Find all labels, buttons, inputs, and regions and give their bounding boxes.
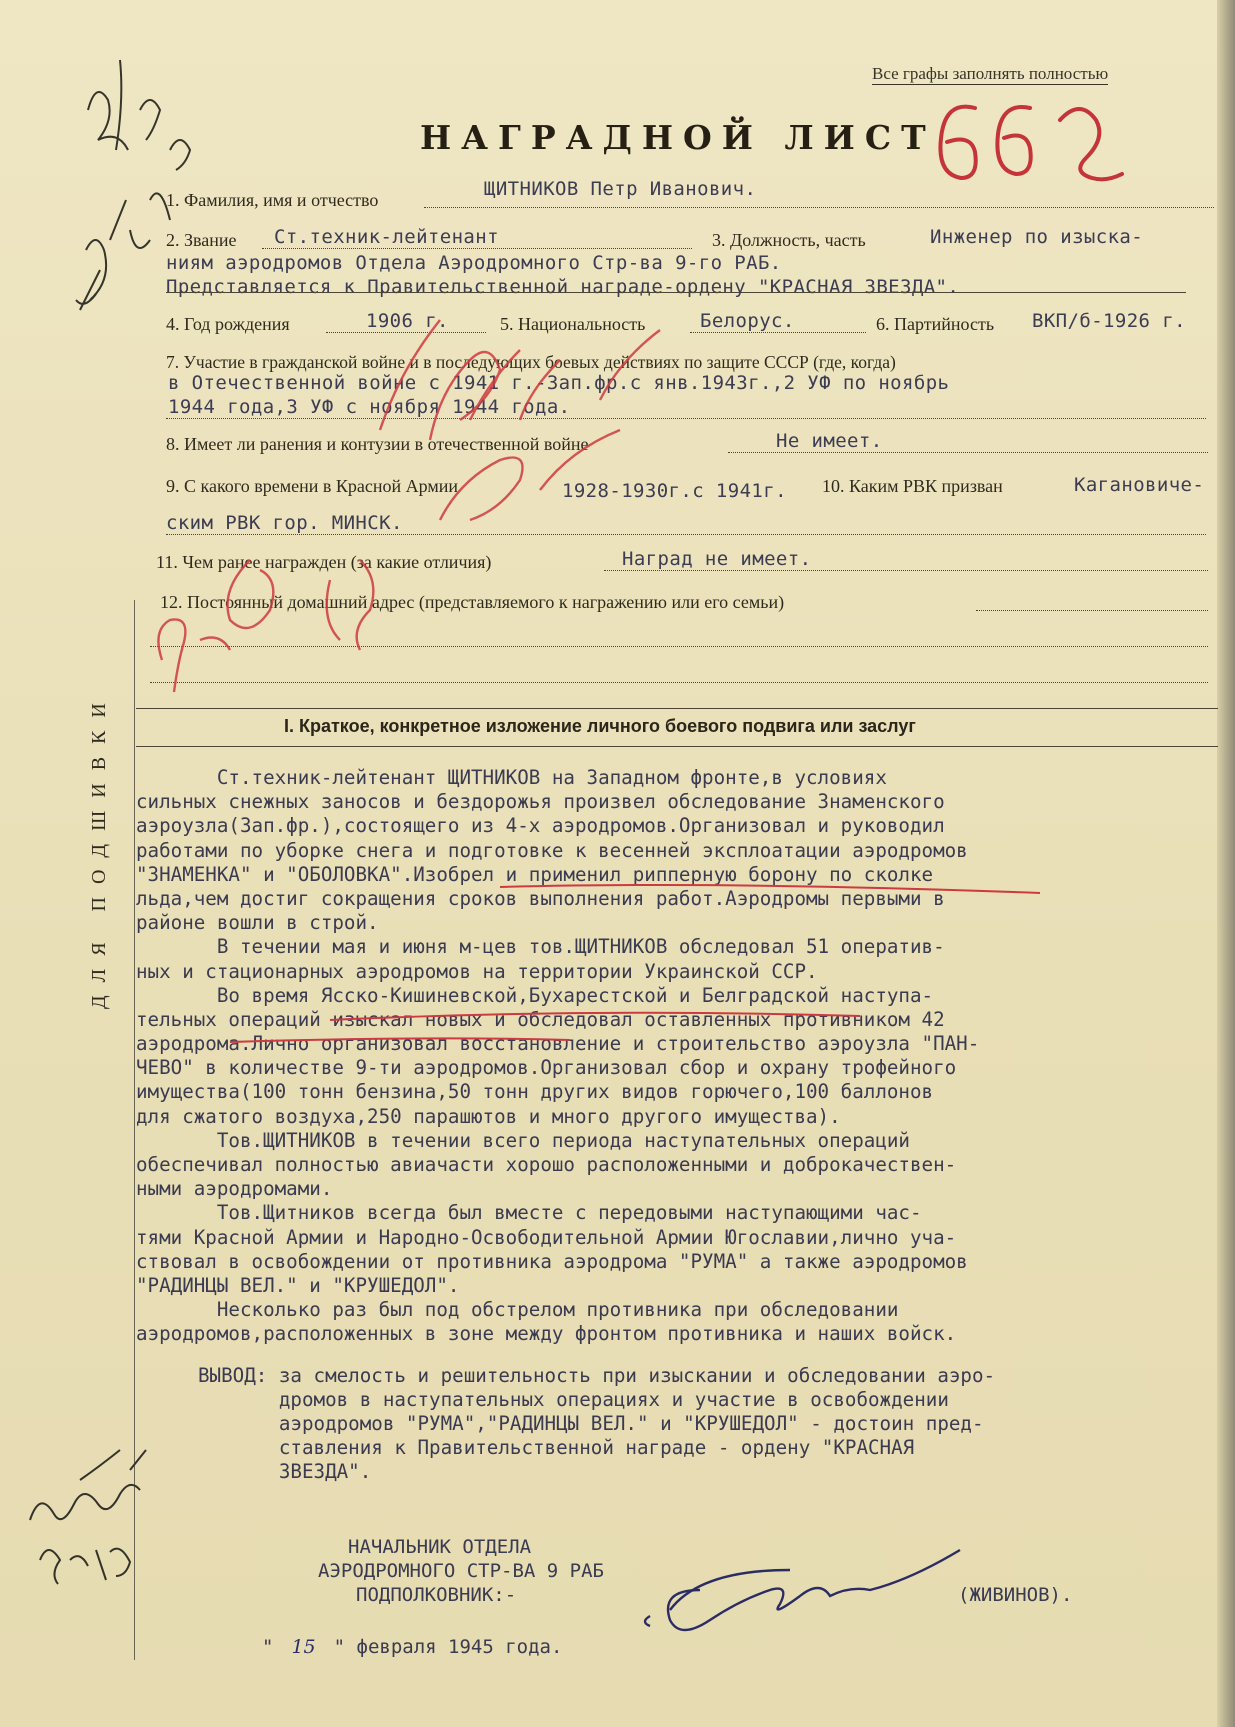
- field-9-value: 1928-1930г.с 1941г.: [562, 480, 787, 502]
- conclusion-line: дромов в наступательных операциях и участие в освобождении: [198, 1388, 949, 1411]
- conclusion-line: ВЫВОД: за смелость и решительность при изыскании и обследовании аэро-: [198, 1364, 996, 1387]
- header-note: [872, 64, 1212, 84]
- field-4-value: 1906 г.: [366, 310, 449, 332]
- nomination-strike: [166, 292, 1186, 293]
- field-6-value: ВКП/б-1926 г.: [1032, 310, 1186, 332]
- field-3-value-1: Инженер по изыска-: [930, 226, 1144, 248]
- nomination-text: Представляется к Правительственной награде-ордену "КРАСНАЯ ЗВЕЗДА".: [166, 276, 960, 298]
- body-line: аэродромов,расположенных в зоне между фронтом противника и наших войск.: [136, 1322, 957, 1346]
- date-line: [262, 1636, 562, 1658]
- body-line: ными аэродромами.: [136, 1177, 333, 1201]
- signer-rank: ПОДПОЛКОВНИК:-: [356, 1584, 517, 1606]
- field-10-value-2: ским РВК гор. МИНСК.: [166, 512, 403, 534]
- field-2-value: Ст.техник-лейтенант: [274, 226, 499, 248]
- section-rule-bottom: [136, 746, 1218, 747]
- date-prefix: ": [262, 1636, 274, 1658]
- field-12-line-1: [976, 610, 1208, 611]
- conclusion-line: аэродромов "РУМА","РАДИНЦЫ ВЕЛ." и "КРУШЕДОЛ" - достоин пред-: [198, 1412, 984, 1435]
- body-line: сильных снежных заносов и бездорожья произвел обследование Знаменского: [136, 790, 945, 814]
- body-line: ных и стационарных аэродромов на территории Украинской ССР.: [136, 959, 818, 983]
- binding-margin-rule: [134, 600, 135, 1660]
- field-12-line-3: [150, 682, 1208, 683]
- body-line: аэродрома.Лично организовал восстановление и строительство аэроузла "ПАН-: [136, 1032, 980, 1056]
- body-line: работами по уборке снега и подготовке к весенней эксплоатации аэродромов: [136, 838, 968, 862]
- field-7-value-1: в Отечественной войне с 1941 г.-Зап.фр.с янв.1943г.,2 УФ по ноябрь: [168, 372, 950, 394]
- body-line: "ЗНАМЕНКА" и "ОБОЛОВКА".Изобрел и применил рипперную борону по сколке: [136, 862, 934, 886]
- section-rule-top: [136, 708, 1218, 709]
- body-line: Во время Ясско-Кишиневской,Бухарестской и Белградской наступа-: [136, 983, 934, 1007]
- field-4-line: [326, 332, 486, 333]
- field-7-label: 7. Участие в гражданской войне и в последующих боевых действиях по защите СССР (где, когда): [166, 352, 896, 372]
- body-line: Тов.ЩИТНИКОВ в течении всего периода наступательных операций: [136, 1128, 910, 1152]
- field-10-label: 10. Каким РВК призван: [822, 476, 1003, 496]
- date-suffix: " февраля 1945 года.: [333, 1636, 563, 1658]
- field-2-label: 2. Звание: [166, 230, 237, 250]
- field-3-label: 3. Должность, часть: [712, 230, 866, 250]
- field-11-value: Наград не имеет.: [622, 548, 812, 570]
- field-1-value: ЩИТНИКОВ Петр Иванович.: [484, 178, 757, 200]
- body-line: Несколько раз был под обстрелом противника при обследовании: [136, 1298, 899, 1322]
- body-line: тельных операций изыскал новых и обследовал оставленных противником 42: [136, 1007, 945, 1031]
- field-8-label: 8. Имеет ли ранения и контузии в отечественной войне: [166, 434, 589, 454]
- field-11-label: 11. Чем ранее награжден (за какие отличия): [156, 552, 492, 572]
- section-title: I. Краткое, конкретное изложение личного боевого подвига или заслуг: [284, 716, 916, 736]
- body-line: аэроузла(Зап.фр.),состоящего из 4-х аэродромов.Организовал и руководил: [136, 814, 945, 838]
- field-2-line: [262, 248, 692, 249]
- field-7-value-2: 1944 года,3 УФ с ноября 1944 года.: [168, 396, 571, 418]
- field-11-line: [604, 570, 1208, 571]
- field-3-value-2: ниям аэродромов Отдела Аэродромного Стр-ва 9-го РАБ.: [166, 252, 782, 274]
- field-10-value-1: Кагановиче-: [1074, 474, 1205, 496]
- body-line: "РАДИНЦЫ ВЕЛ." и "КРУШЕДОЛ".: [136, 1273, 460, 1297]
- body-line: льда,чем достиг сокращения сроков выполнения работ.Аэродромы первыми в: [136, 886, 945, 910]
- conclusion-line: ЗВЕЗДА".: [198, 1460, 372, 1483]
- conclusion: [198, 1364, 1228, 1484]
- body-line: районе вошли в строй.: [136, 911, 379, 935]
- field-6-label: 6. Партийность: [876, 314, 995, 334]
- field-8-line: [728, 452, 1208, 453]
- merit-description: [136, 766, 1226, 1347]
- field-12-label: 12. Постоянный домашний адрес (представляемого к награжению или его семьи): [160, 592, 785, 612]
- signer-name: (ЖИВИНОВ).: [958, 1584, 1073, 1606]
- body-line: ствовал в освобождении от противника аэродрома "РУМА" а также аэродромов: [136, 1249, 968, 1273]
- field-9-label: 9. С какого времени в Красной Армии: [166, 476, 458, 496]
- body-line: ЧЕВО" в количестве 9-ти аэродромов.Организовал сбор и охрану трофейного: [136, 1056, 957, 1080]
- header-note-text: Все графы заполнять полностью: [872, 64, 1109, 83]
- body-line: обеспечивал полностью авиачасти хорошо расположенными и доброкачествен-: [136, 1153, 957, 1176]
- signer-title-1: НАЧАЛЬНИК ОТДЕЛА: [348, 1536, 532, 1558]
- field-8-value: Не имеет.: [776, 430, 883, 452]
- field-1-label: 1. Фамилия, имя и отчество: [166, 190, 379, 210]
- field-4-label: 4. Год рождения: [166, 314, 290, 334]
- field-5-label: 5. Национальность: [500, 314, 646, 334]
- field-5-line: [690, 332, 866, 333]
- body-line: Ст.техник-лейтенант ЩИТНИКОВ на Западном фронте,в условиях: [136, 766, 887, 789]
- field-12-line-2: [150, 646, 1208, 647]
- body-line: В течении мая и июня м-цев тов.ЩИТНИКОВ обследовал 51 оператив-: [136, 935, 945, 959]
- body-line: для сжатого воздуха,250 парашютов и много другого имущества).: [136, 1104, 841, 1128]
- field-7-line: [166, 418, 1206, 419]
- conclusion-line: ставления к Правительственной награде - ордену "КРАСНАЯ: [198, 1436, 915, 1459]
- body-line: имущества(100 тонн бензина,50 тонн других видов горючего,100 баллонов: [136, 1080, 934, 1104]
- body-line: Тов.Щитников всегда был вместе с передовыми наступающими час-: [136, 1201, 922, 1225]
- document-title: НАГРАДНОЙ ЛИСТ: [420, 118, 936, 157]
- field-1-line: [424, 207, 1214, 208]
- field-10-line: [166, 534, 1206, 535]
- signer-title-2: АЭРОДРОМНОГО СТР-ВА 9 РАБ: [318, 1560, 604, 1582]
- body-line: тями Красной Армии и Народно-Освободительной Армии Югославии,лично уча-: [136, 1225, 957, 1249]
- field-5-value: Белорус.: [700, 310, 795, 332]
- binding-margin-label: ДЛЯ ПОДШИВКИ: [88, 690, 110, 1010]
- date-day: 15: [291, 1636, 316, 1658]
